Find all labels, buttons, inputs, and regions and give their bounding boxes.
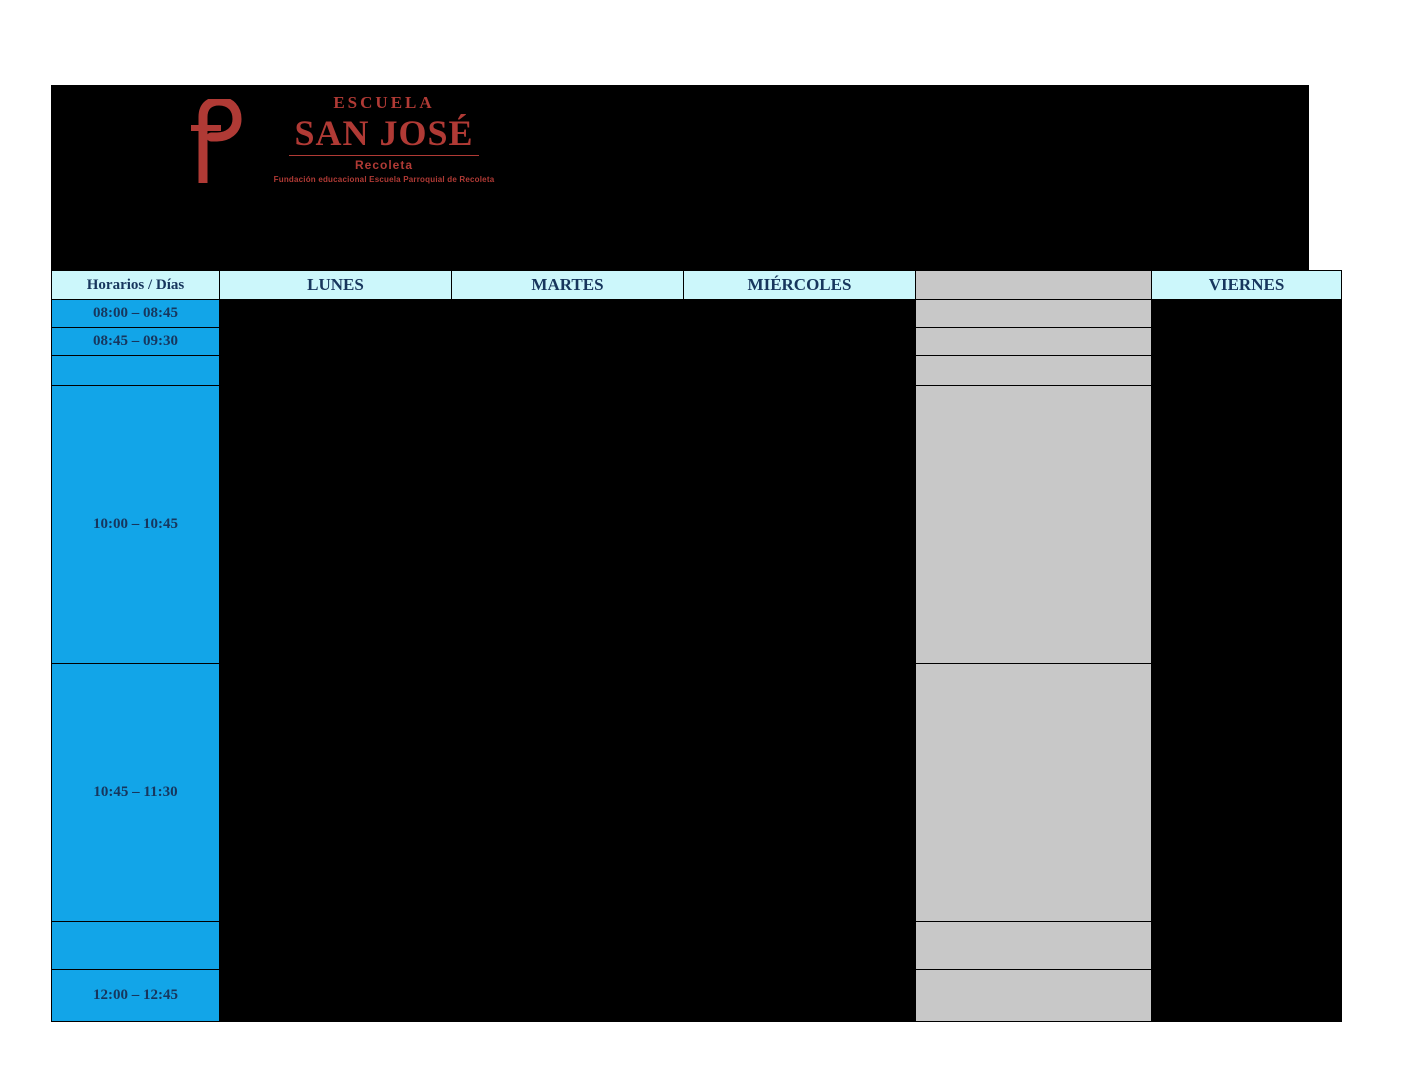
cell-lunes xyxy=(220,922,452,970)
time-label: 12:00 – 12:45 xyxy=(52,970,220,1022)
school-logo xyxy=(181,93,521,193)
time-label: 08:00 – 08:45 xyxy=(52,300,220,328)
cell-miercoles xyxy=(684,664,916,922)
time-label: 10:45 – 11:30 xyxy=(52,664,220,922)
cell-martes xyxy=(452,922,684,970)
table-row xyxy=(52,300,1342,328)
time-label xyxy=(52,356,220,386)
cell-viernes xyxy=(1152,664,1342,922)
header-jueves xyxy=(916,271,1152,300)
time-label: 10:00 – 10:45 xyxy=(52,386,220,664)
header-horarios: Horarios / Días xyxy=(52,271,220,300)
logo-text-block xyxy=(249,93,519,185)
time-label xyxy=(52,922,220,970)
cell-martes xyxy=(452,386,684,664)
cell-miercoles xyxy=(684,386,916,664)
cell-jueves xyxy=(916,922,1152,970)
header-banner xyxy=(51,85,1309,270)
cell-lunes xyxy=(220,664,452,922)
schedule-table xyxy=(51,270,1342,1022)
cell-jueves xyxy=(916,386,1152,664)
header-martes: MARTES xyxy=(452,271,684,300)
table-row xyxy=(52,664,1342,922)
header-miercoles: MIÉRCOLES xyxy=(684,271,916,300)
logo-name: SAN JOSÉ xyxy=(294,113,474,153)
table-row xyxy=(52,328,1342,356)
table-row xyxy=(52,922,1342,970)
table-row xyxy=(52,356,1342,386)
cell-viernes xyxy=(1152,300,1342,328)
cell-lunes xyxy=(220,970,452,1022)
cell-martes xyxy=(452,328,684,356)
logo-escuela: ESCUELA xyxy=(333,93,435,112)
header-viernes: VIERNES xyxy=(1152,271,1342,300)
cell-lunes xyxy=(220,386,452,664)
cell-viernes xyxy=(1152,386,1342,664)
cell-viernes xyxy=(1152,922,1342,970)
cell-lunes xyxy=(220,300,452,328)
cell-viernes xyxy=(1152,328,1342,356)
header-lunes: LUNES xyxy=(220,271,452,300)
cell-viernes xyxy=(1152,356,1342,386)
cell-jueves xyxy=(916,664,1152,922)
table-row xyxy=(52,386,1342,664)
cell-miercoles xyxy=(684,328,916,356)
cell-jueves xyxy=(916,970,1152,1022)
time-label: 08:45 – 09:30 xyxy=(52,328,220,356)
cell-miercoles xyxy=(684,356,916,386)
cell-viernes xyxy=(1152,970,1342,1022)
cell-martes xyxy=(452,970,684,1022)
logo-foundation: Fundación educacional Escuela Parroquial de Recoleta xyxy=(273,175,495,184)
cell-miercoles xyxy=(684,970,916,1022)
cell-jueves xyxy=(916,356,1152,386)
cell-martes xyxy=(452,664,684,922)
logo-divider xyxy=(289,155,479,156)
cell-miercoles xyxy=(684,300,916,328)
cell-jueves xyxy=(916,300,1152,328)
logo-sub: Recoleta xyxy=(354,158,414,172)
crozier-icon xyxy=(181,99,243,183)
cell-martes xyxy=(452,300,684,328)
cell-jueves xyxy=(916,328,1152,356)
cell-miercoles xyxy=(684,922,916,970)
table-header-row xyxy=(52,271,1342,300)
cell-lunes xyxy=(220,356,452,386)
cell-lunes xyxy=(220,328,452,356)
table-row xyxy=(52,970,1342,1022)
cell-martes xyxy=(452,356,684,386)
